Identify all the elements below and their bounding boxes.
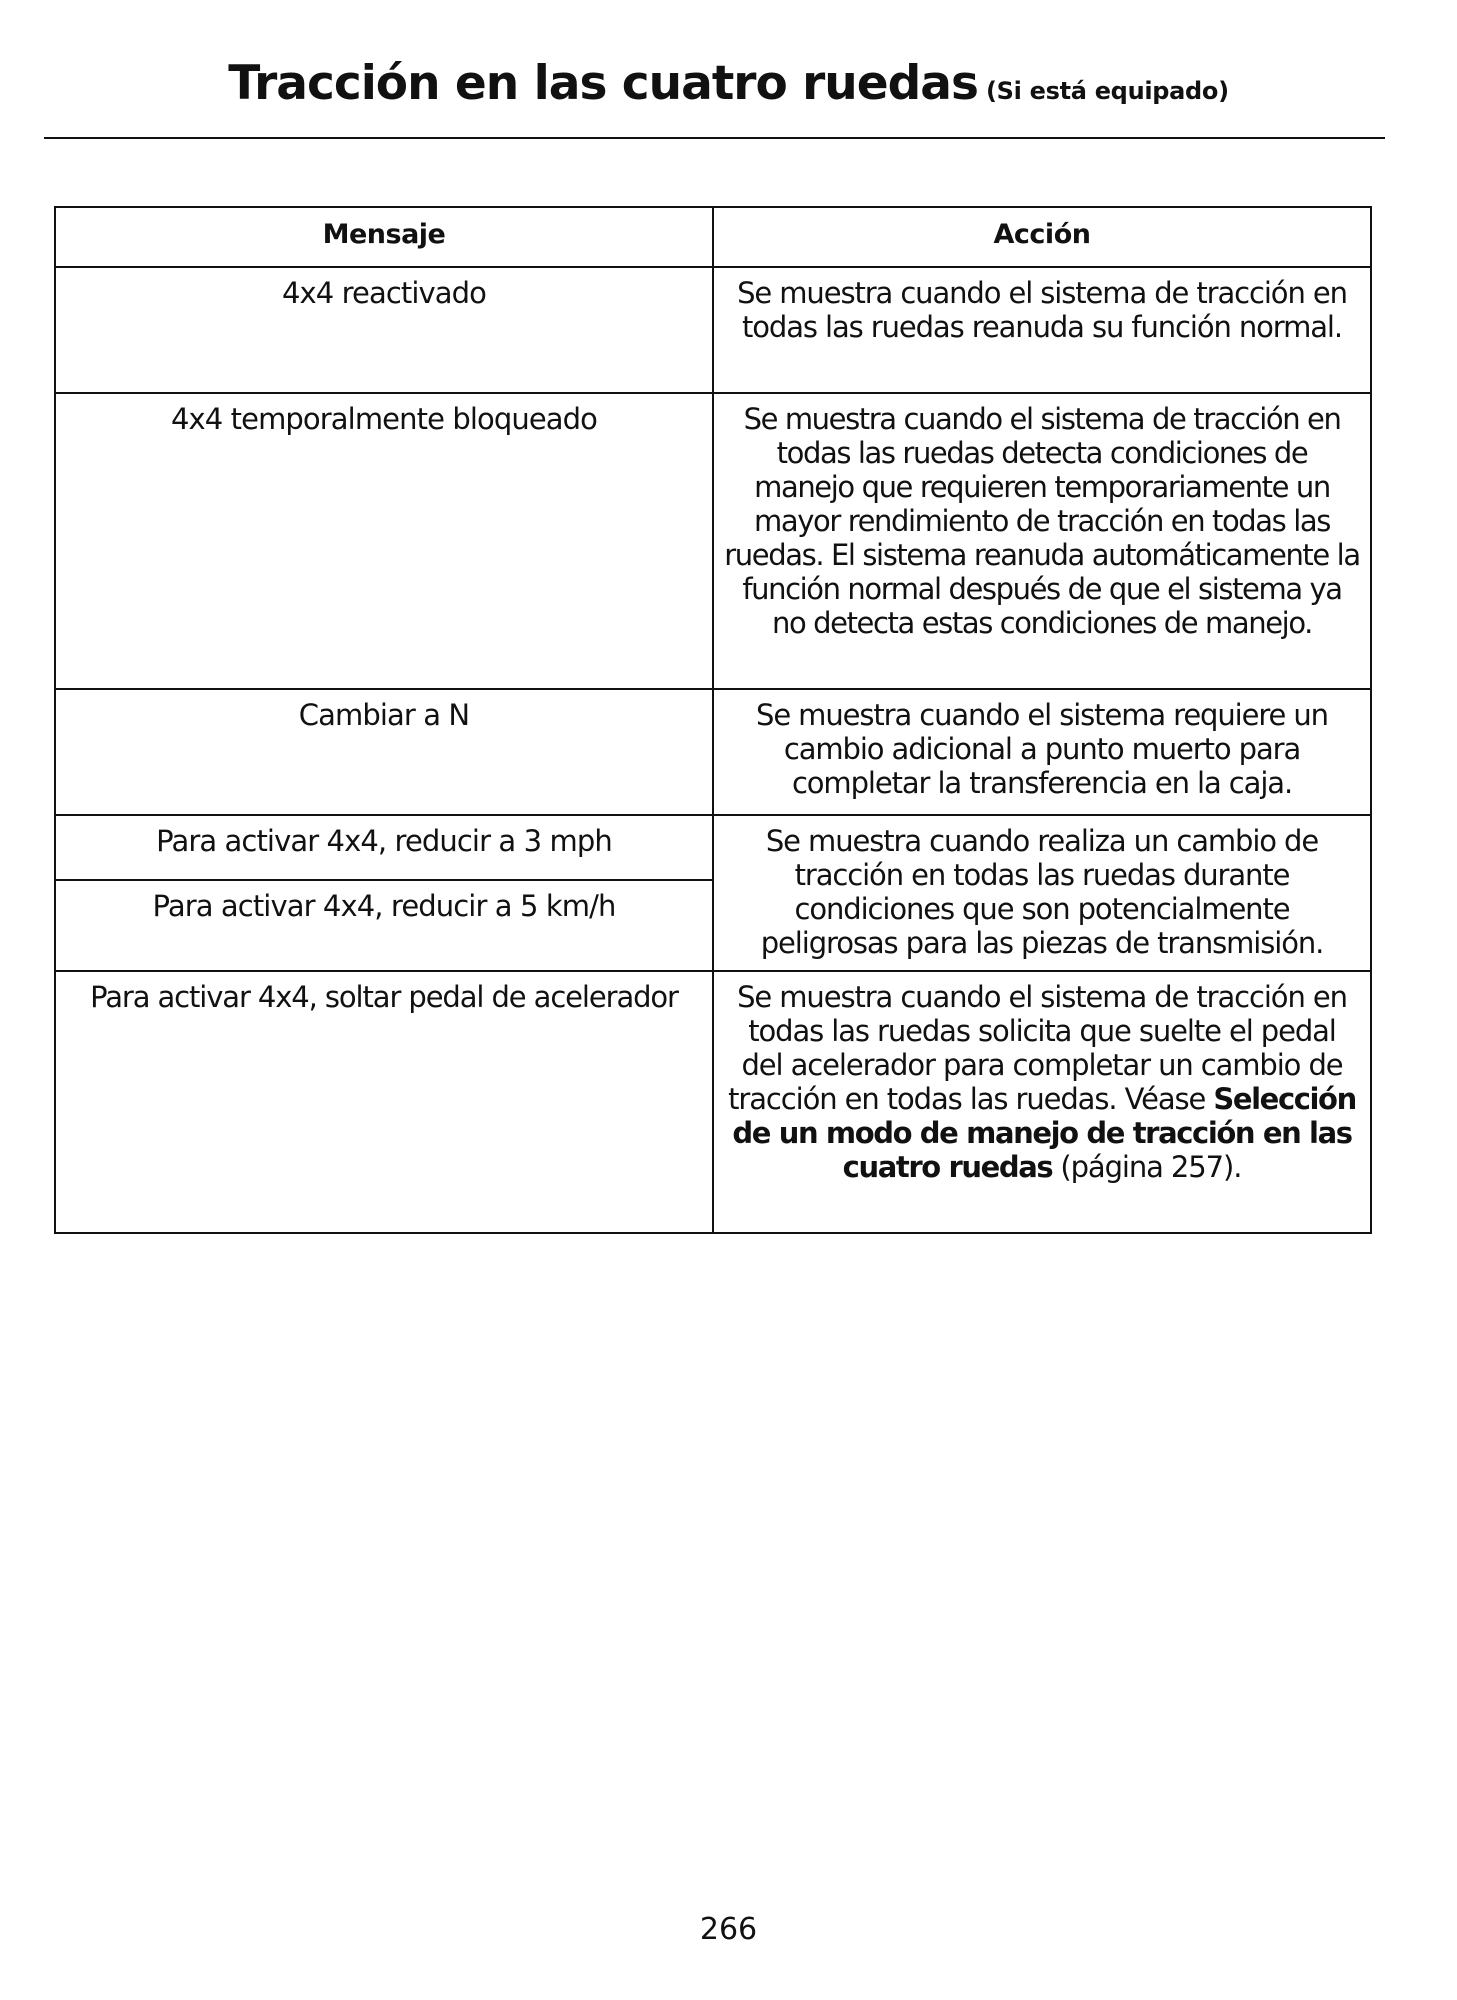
column-header-message: Mensaje bbox=[55, 207, 713, 267]
message-cell: Para activar 4x4, reducir a 5 km/h bbox=[55, 880, 713, 971]
page-title: Tracción en las cuatro ruedas bbox=[228, 56, 978, 111]
table-header-row bbox=[55, 207, 1371, 267]
message-cell: Para activar 4x4, soltar pedal de acelerador bbox=[55, 971, 713, 1233]
message-cell: Cambiar a N bbox=[55, 689, 713, 815]
messages-table bbox=[54, 206, 1372, 1234]
action-cell: Se muestra cuando realiza un cambio de tracción en todas las ruedas durante condiciones que son potencialmente peligrosas para las piezas de transmisión. bbox=[713, 815, 1371, 971]
message-cell: 4x4 temporalmente bloqueado bbox=[55, 393, 713, 689]
page-header bbox=[0, 56, 1457, 111]
message-cell: Para activar 4x4, reducir a 3 mph bbox=[55, 815, 713, 880]
page-number: 266 bbox=[699, 1912, 758, 1947]
column-header-action: Acción bbox=[713, 207, 1371, 267]
message-cell: 4x4 reactivado bbox=[55, 267, 713, 393]
page-subtitle: (Si está equipado) bbox=[985, 77, 1229, 105]
table-row bbox=[55, 393, 1371, 689]
table-row bbox=[55, 971, 1371, 1233]
header-divider bbox=[44, 137, 1385, 139]
cross-reference-link[interactable]: Selección de un modo de manejo de tracción en las cuatro ruedas bbox=[732, 1082, 1356, 1184]
table-row bbox=[55, 267, 1371, 393]
action-cell bbox=[713, 971, 1371, 1233]
action-cell: Se muestra cuando el sistema de tracción en todas las ruedas reanuda su función normal. bbox=[713, 267, 1371, 393]
action-cell: Se muestra cuando el sistema requiere un cambio adicional a punto muerto para completar la transferencia en la caja. bbox=[713, 689, 1371, 815]
action-text-suffix: (página 257). bbox=[1052, 1150, 1242, 1184]
action-cell: Se muestra cuando el sistema de tracción en todas las ruedas detecta condiciones de manejo que requieren temporariamente un mayor rendimiento de tracción en todas las ruedas. El sistema reanuda automáticamente la función normal después de que el sistema ya no detecta estas condiciones de manejo. bbox=[713, 393, 1371, 689]
table-row bbox=[55, 689, 1371, 815]
table-row bbox=[55, 815, 1371, 880]
action-text: Se muestra cuando el sistema de tracción en todas las ruedas solicita que suelte el pedal del acelerador para completar un cambio de tracción en todas las ruedas. Véase bbox=[728, 980, 1347, 1116]
